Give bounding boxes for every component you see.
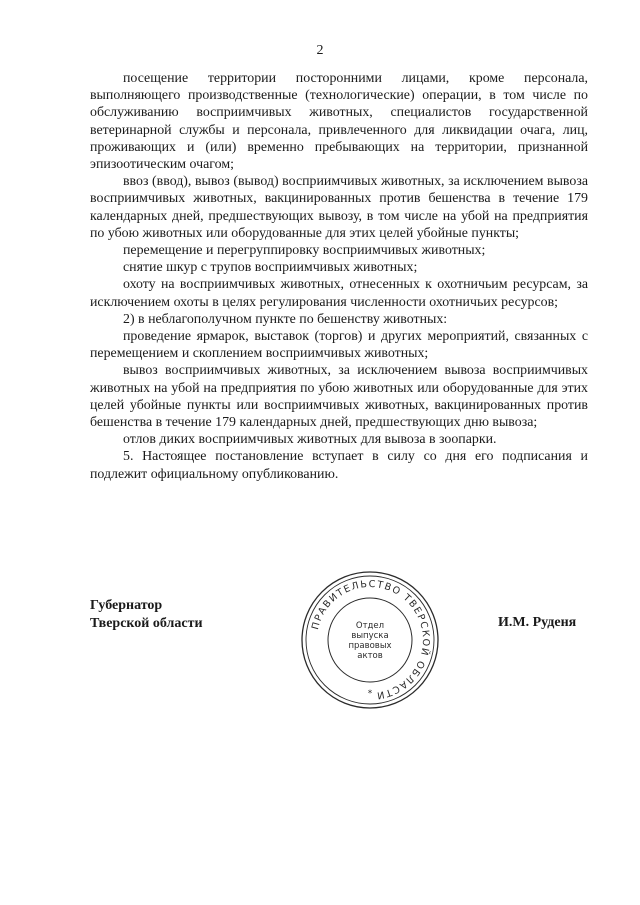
official-seal <box>290 560 450 720</box>
signatory-name: И.М. Руденя <box>498 615 577 630</box>
seal-star-icon: * <box>367 689 373 699</box>
paragraph-export: вывоз восприимчивых животных, за исключением вывоза восприимчивых животных на убой на предприятия по убою животных или оборудованные для этих целей убойные пункты или восприимчивых животных, вакцинированных против бешенства в течение 179 календарных дней, предшествующих дню вывоза; <box>90 363 588 431</box>
paragraph-regrouping: перемещение и перегруппировку восприимчивых животных; <box>123 243 486 259</box>
paragraph-hunting: охоту на восприимчивых животных, отнесенных к охотничьим ресурсам, за исключением охоты в целях регулирования численности охотничьих ресурсов; <box>90 277 588 310</box>
signatory-title-line2: Тверской области <box>90 615 203 631</box>
seal-center-line1: Отдел <box>355 621 385 631</box>
paragraph-fairs: проведение ярмарок, выставок (торгов) и других мероприятий, связанных с перемещением и скоплением восприимчивых животных; <box>90 329 588 362</box>
seal-center-line3: правовых <box>348 641 392 651</box>
paragraph-effective-date: 5. Настоящее постановление вступает в силу со дня его подписания и подлежит официальному опубликованию. <box>90 449 588 482</box>
paragraph-import-export: ввоз (ввод), вывоз (вывод) восприимчивых животных, за исключением вывоза восприимчивых животных, вакцинированных против бешенства в течение 179 календарных дней, предшествующих вывозу, в том числе на убой на предприятия по убою животных или оборудованные для этих целей убойные пункты; <box>90 174 588 241</box>
signatory-title-line1: Губернатор <box>90 598 163 613</box>
paragraph-skinning: снятие шкур с трупов восприимчивых животных; <box>123 260 418 276</box>
seal-center-line2: выпуска <box>351 631 389 641</box>
document-body <box>90 70 588 483</box>
seal-center-line4: актов <box>357 651 383 661</box>
paragraph-unfavorable-point: 2) в неблагополучном пункте по бешенству животных: <box>123 311 448 327</box>
page-number: 2 <box>316 43 324 58</box>
paragraph-visiting-territory: посещение территории посторонними лицами, кроме персонала, выполняющего производственные (технологические) операции, в том числе по обслуживанию восприимчивых животных, специалистов государственной ветеринарной службы и персонала, привлеченного для ликвидации очага, лиц, проживающих и (или) временно пребывающих на территории, признанной эпизоотическим очагом; <box>90 71 588 173</box>
signatory-title <box>90 597 203 632</box>
paragraph-trapping: отлов диких восприимчивых животных для вывоза в зоопарки. <box>123 432 497 448</box>
seal-ring-text: ПРАВИТЕЛЬСТВО ТВЕРСКОЙ ОБЛАСТИ <box>310 578 432 701</box>
